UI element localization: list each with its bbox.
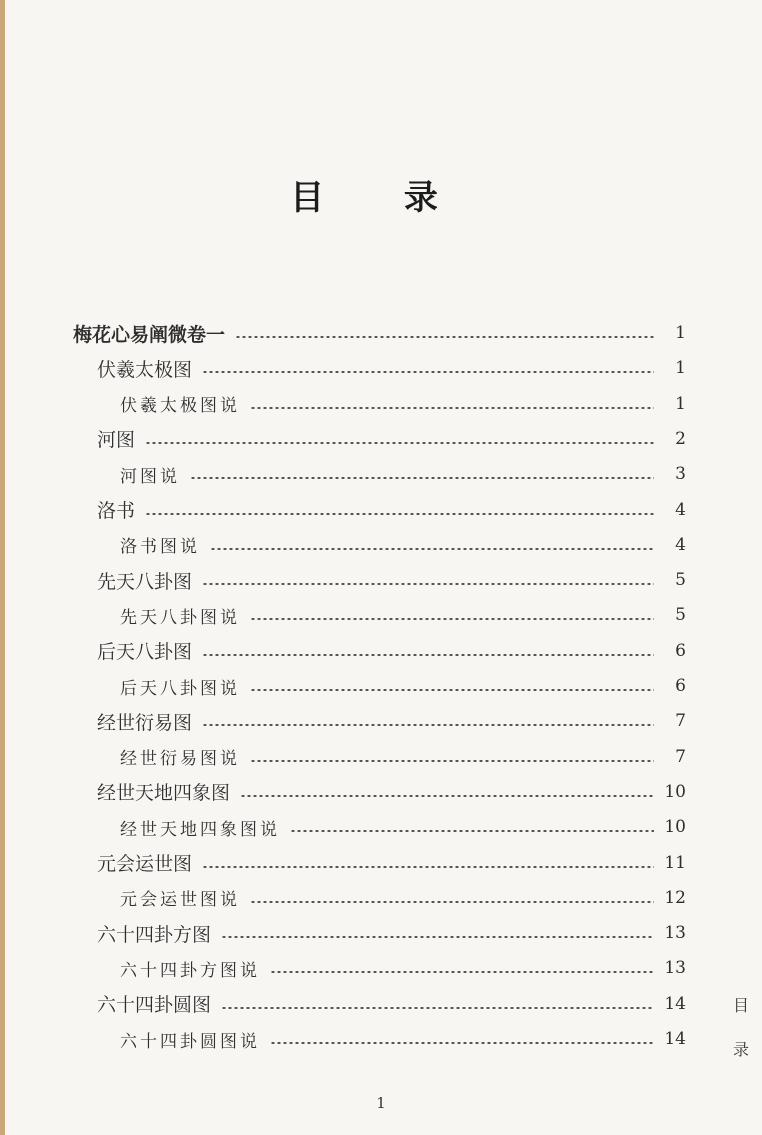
toc-entry[interactable]: [97, 495, 686, 525]
dot-leader: [202, 866, 654, 868]
toc-entry[interactable]: [120, 600, 686, 630]
dot-leader: [202, 371, 654, 373]
toc-entry-label: 后天八卦图说: [120, 678, 240, 699]
dot-leader: [210, 548, 654, 550]
toc-entry-page: 12: [664, 887, 686, 908]
toc-entry-label: 伏羲太极图: [97, 358, 193, 381]
toc-entry-page: 5: [675, 605, 686, 626]
toc-entry-label: 六十四卦圆图说: [120, 1031, 260, 1052]
toc-entry-page: 1: [675, 393, 686, 414]
dot-leader: [190, 477, 654, 479]
toc-entry[interactable]: [97, 918, 686, 948]
toc-entry-label: 河图说: [120, 466, 180, 487]
toc-entry-label: 六十四卦方图: [97, 923, 212, 946]
toc-entry-label: 元会运世图: [97, 853, 193, 875]
toc-entry-label: 先天八卦图说: [120, 607, 240, 628]
toc-entry-page: 3: [675, 464, 686, 485]
side-label-mu: 目: [733, 996, 750, 1015]
toc-entry[interactable]: [120, 883, 686, 913]
toc-entry-page: 7: [675, 711, 686, 732]
toc-entry-page: 13: [664, 958, 686, 979]
toc-entry[interactable]: [120, 953, 686, 983]
dot-leader: [202, 724, 654, 726]
dot-leader: [235, 336, 654, 338]
dot-leader: [250, 760, 654, 762]
toc-entry-label: 经世衍易图说: [120, 749, 240, 770]
toc-entry[interactable]: [97, 706, 686, 736]
dot-leader: [250, 407, 654, 409]
toc-entry-page: 4: [675, 499, 686, 520]
dot-leader: [202, 583, 654, 585]
dot-leader: [290, 830, 654, 832]
toc-entry[interactable]: [120, 1024, 686, 1054]
toc-entry-label: 洛书图说: [120, 537, 200, 558]
toc-entry-label: 梅花心易阐微卷一: [73, 323, 226, 346]
toc-entry-label: 六十四卦圆图: [97, 994, 212, 1017]
dot-leader: [221, 936, 654, 938]
toc-entry-page: 6: [675, 640, 686, 661]
toc-entry-page: 14: [664, 993, 686, 1014]
dot-leader: [250, 689, 654, 691]
toc-entry-page: 10: [664, 781, 686, 802]
toc-entry-page: 13: [664, 923, 686, 944]
toc-entry-label: 元会运世图说: [120, 890, 240, 911]
toc-entry[interactable]: [120, 459, 686, 489]
toc-entry[interactable]: [120, 742, 686, 772]
toc-entry-page: 1: [675, 323, 686, 343]
toc-entry[interactable]: [97, 777, 686, 807]
toc-entry[interactable]: [120, 389, 686, 419]
toc-entry[interactable]: [97, 424, 686, 454]
toc-entry-page: 6: [675, 676, 686, 696]
dot-leader: [145, 513, 654, 515]
toc-entry[interactable]: [73, 318, 686, 348]
toc-entry[interactable]: [97, 636, 686, 666]
page-title: 目 录: [290, 178, 472, 218]
dot-leader: [145, 442, 654, 444]
toc-entry-page: 14: [664, 1029, 686, 1049]
toc-entry-label: 后天八卦图: [97, 641, 193, 664]
toc-entry-label: 先天八卦图: [97, 570, 193, 593]
toc-entry-label: 洛书: [97, 500, 136, 522]
toc-entry[interactable]: [120, 530, 686, 560]
toc-entry-page: 5: [675, 570, 686, 591]
toc-entry[interactable]: [97, 353, 686, 383]
toc-entry-label: 六十四卦方图说: [120, 960, 260, 981]
toc-entry-page: 11: [664, 852, 686, 873]
toc-entry-label: 伏羲太极图说: [120, 396, 240, 417]
toc-entry-page: 1: [675, 358, 686, 379]
toc-entry[interactable]: [97, 989, 686, 1019]
toc-entry-page: 4: [675, 534, 686, 555]
dot-leader: [250, 901, 654, 903]
dot-leader: [202, 654, 654, 656]
toc-entry[interactable]: [97, 565, 686, 595]
toc-entry[interactable]: [120, 671, 686, 701]
toc-entry-label: 经世天地四象图: [97, 782, 231, 805]
dot-leader: [270, 1042, 654, 1044]
toc-entry-page: 7: [675, 746, 686, 767]
toc-entry[interactable]: [97, 848, 686, 878]
dot-leader: [221, 1007, 654, 1009]
toc-entry-label: 经世天地四象图说: [120, 819, 280, 840]
toc-entry-page: 10: [664, 817, 686, 838]
dot-leader: [250, 618, 654, 620]
toc-entry-label: 经世衍易图: [97, 711, 193, 734]
side-label-lu: 录: [733, 1040, 750, 1059]
toc-entry-label: 河图: [97, 429, 136, 452]
page-number: 1: [376, 1094, 386, 1112]
dot-leader: [240, 795, 654, 797]
toc-entry[interactable]: [120, 812, 686, 842]
dot-leader: [270, 971, 654, 973]
toc-entry-page: 2: [675, 428, 686, 449]
